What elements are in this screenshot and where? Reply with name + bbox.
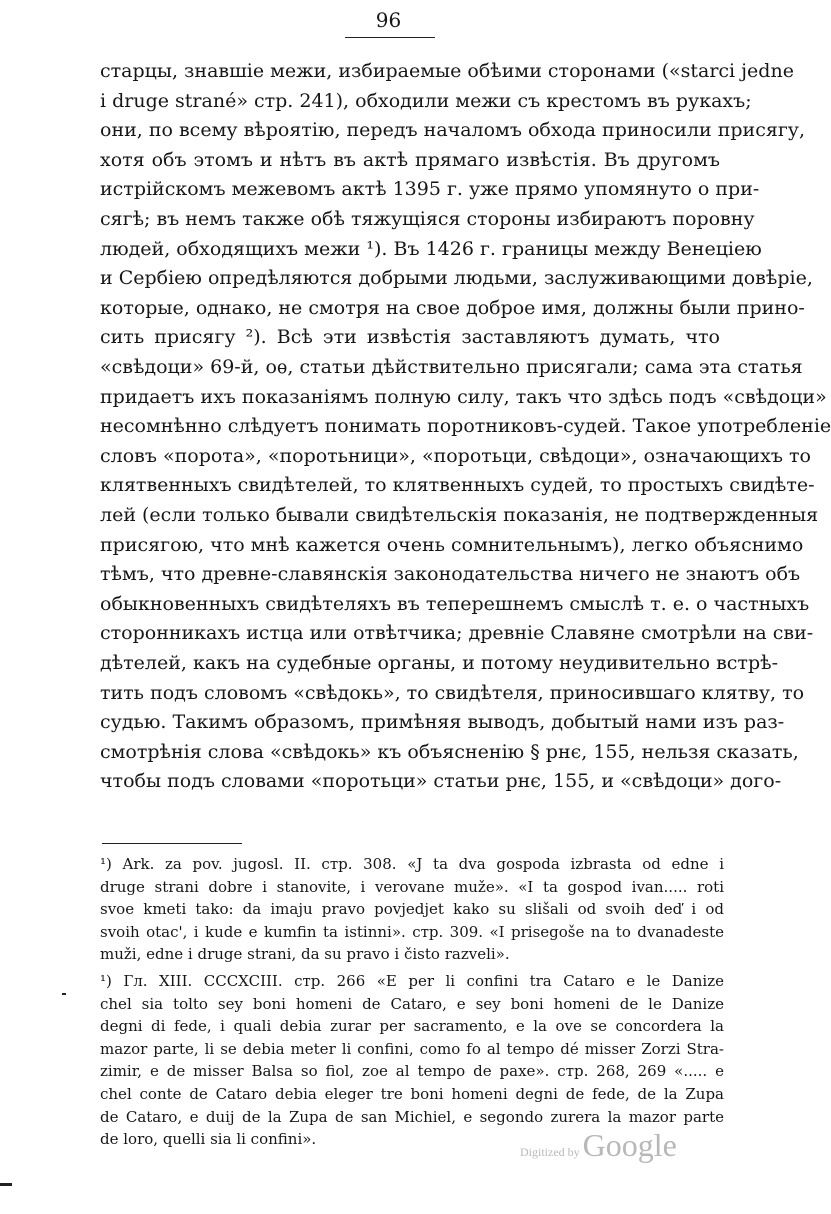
text-line: придаетъ ихъ показаніямъ полную силу, такъ что здѣсь подъ «свѣдоци» (100, 385, 827, 408)
footnote-line: chel conte de Cataro debia eleger tre boni homeni degni de fede, de la Zupa (100, 1085, 724, 1103)
watermark-small-text: Digitized by (520, 1145, 580, 1159)
text-line: судью. Такимъ образомъ, примѣняя выводъ, добытый нами изъ раз- (100, 711, 785, 734)
page-number: 96 (375, 8, 402, 32)
text-line: сить присягу ²). Всѣ эти извѣстія заставляютъ думать, что (100, 326, 720, 349)
text-line: и Сербіею опредѣляются добрыми людьми, заслуживающими довѣріе, (100, 267, 813, 290)
text-line: людей, обходящихъ межи ¹). Въ 1426 г. границы между Венеціею (100, 237, 762, 260)
footnote-line: ¹) Ark. za pov. jugosl. II. стр. 308. «J ta dva gospoda izbrasta od edne i (100, 855, 724, 873)
margin-mark (0, 1183, 12, 1186)
page-number-rule (345, 37, 435, 38)
footnote-line: muži, edne i druge strani, da su pravo i čisto razveli». (100, 945, 510, 964)
text-line: старцы, знавшіе межи, избираемые обѣими сторонами («starci jedne (100, 60, 794, 82)
text-line: хотя объ этомъ и нѣтъ въ актѣ прямаго извѣстія. Въ другомъ (100, 148, 720, 171)
footnote-line: chel sia tolto sey boni homeni de Cataro, e sey boni homeni de le Danize (100, 994, 724, 1013)
text-line: лей (если только бывали свидѣтельскія показанія, не подтвержденныя (100, 504, 819, 526)
text-line: они, по всему вѣроятію, передъ началомъ обхода приносили присягу, (100, 119, 806, 142)
digitized-by-google-watermark (520, 1127, 677, 1167)
footnote-line: svoe kmeti tako: da imaju pravo povjedjet kako su slišali od svoih deď i od (100, 900, 724, 919)
watermark-logo-text: Google (582, 1127, 677, 1163)
footnote-line: ¹) Гл. XIII. CCCXCIII. стр. 266 «E per li confini tra Cataro e le Danize (100, 972, 724, 990)
text-line: словъ «порота», «поротьници», «поротьци, свѣдоци», означающихъ то (100, 444, 811, 467)
text-line: тить подъ словомъ «свѣдокь», то свидѣтеля, приносившаго клятву, то (100, 681, 805, 704)
text-line: тѣмъ, что древне-славянскія законодательства ничего не знаютъ объ (100, 563, 801, 586)
text-line: сторонникахъ истца или отвѣтчика; древніе Славяне смотрѣли на сви- (100, 622, 814, 645)
footnote-line: svoih otac', i kude e kumfin ta istinni». стр. 309. «I prisegoše na to dvanadeste (100, 922, 724, 941)
text-line: которые, однако, не смотря на свое доброе имя, должны были прино- (100, 296, 805, 319)
footnote-line: zimir, e de misser Balsa so fiol, zoe al tempo de paxe». стр. 268, 269 «..... e (100, 1062, 724, 1081)
footnote-line: mazor parte, li se debia meter li confini, como fo al tempo dé misser Zorzi Stra- (100, 1039, 724, 1058)
footnote-line: de Cataro, e duij de la Zupa de san Michiel, e segondo zurera la mazor parte (100, 1107, 724, 1126)
text-line: дѣтелей, какъ на судебные органы, и потому неудивительно встрѣ- (100, 652, 778, 674)
text-line: обыкновенныхъ свидѣтеляхъ въ теперешнемъ смыслѣ т. е. о частныхъ (100, 592, 810, 615)
text-line: присягою, что мнѣ кажется очень сомнительнымъ), легко объяснимо (100, 533, 804, 556)
footnote-line: de loro, quelli sia li confini». (100, 1130, 317, 1149)
footnote-line: degni di fede, i quali debia zurar per sacramento, e la ove se concordera la (100, 1017, 724, 1036)
text-line: истрійскомъ межевомъ актѣ 1395 г. уже прямо упомянуто о при- (100, 178, 760, 201)
text-line: «свѣдоци» 69-й, оѳ, статьи дѣйствительно присягали; сама эта статья (100, 356, 803, 378)
footnote-rule (102, 843, 242, 844)
text-line: сягѣ; въ немъ также обѣ тяжущіяся стороны избираютъ поровну (100, 208, 755, 230)
text-line: смотрѣнія слова «свѣдокь» къ объясненію § рнє, 155, нельзя сказать, (100, 740, 799, 763)
text-line: клятвенныхъ свидѣтелей, то клятвенныхъ судей, то простыхъ свидѣте- (100, 474, 815, 497)
text-line: чтобы подъ словами «поротьци» статьи рнє, 155, и «свѣдоци» дого- (100, 770, 782, 793)
margin-mark (62, 993, 66, 995)
footnote-line: druge strani dobre i stanovite, i verovane muže». «I ta gospod ivan..... roti (100, 877, 724, 896)
text-line: i druge strané» стр. 241), обходили межи съ крестомъ въ рукахъ; (100, 89, 752, 112)
text-line: несомнѣнно слѣдуетъ понимать поротниковъ-судей. Такое употребленіе (100, 415, 831, 438)
